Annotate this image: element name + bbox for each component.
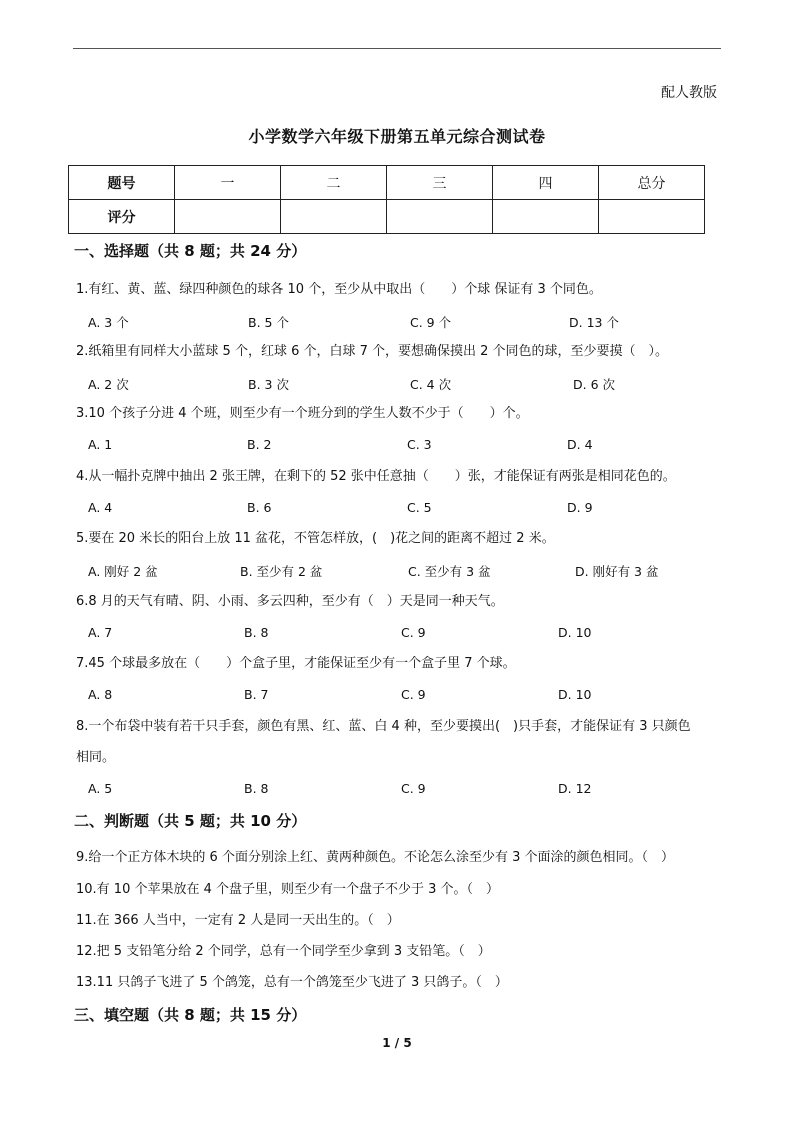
option: B. 2 (247, 437, 272, 452)
score-input-cell (599, 200, 705, 234)
question-text: 13.11 只鸽子飞进了 5 个鸽笼，总有一个鸽笼至少飞进了 3 只鸽子。（ ） (76, 975, 508, 990)
score-input-cell (387, 200, 493, 234)
option: C. 5 (407, 500, 432, 515)
score-table-header-row (69, 166, 705, 200)
score-input-cell (281, 200, 387, 234)
option: A. 2 次 (88, 377, 129, 392)
question-text: 1.有红、黄、蓝、绿四种颜色的球各 10 个，至少从中取出（ ）个球 保证有 3 个同色。 (76, 282, 602, 297)
question-text: 11.在 366 人当中，一定有 2 人是同一天出生的。（ ） (76, 913, 400, 928)
option: C. 至少有 3 盆 (408, 564, 491, 579)
option: D. 10 (558, 687, 592, 702)
question-text: 8.一个布袋中装有若干只手套，颜色有黑、红、蓝、白 4 种，至少要摸出( )只手套，才能保证有 3 只颜色 (76, 719, 691, 734)
option: D. 13 个 (569, 315, 619, 330)
option: D. 4 (567, 437, 593, 452)
option: D. 12 (558, 781, 592, 796)
option: B. 6 (247, 500, 272, 515)
section-heading-choice: 一、选择题（共 8 题；共 24 分） (74, 242, 307, 260)
edition-label: 配人教版 (661, 85, 717, 101)
option: B. 8 (244, 781, 269, 796)
score-cell: 四 (493, 166, 599, 200)
option: B. 3 次 (248, 377, 289, 392)
question-text: 12.把 5 支铅笔分给 2 个同学，总有一个同学至少拿到 3 支铅笔。（ ） (76, 944, 491, 959)
question-text: 6.8 月的天气有晴、阴、小雨、多云四种，至少有（ ）天是同一种天气。 (76, 594, 504, 609)
score-table (68, 165, 705, 234)
score-cell: 三 (387, 166, 493, 200)
option: A. 7 (88, 625, 113, 640)
section-heading-fill: 三、填空题（共 8 题；共 15 分） (74, 1006, 307, 1024)
score-cell: 题号 (69, 166, 175, 200)
page-number: 1 / 5 (382, 1036, 412, 1050)
page-title: 小学数学六年级下册第五单元综合测试卷 (248, 127, 546, 146)
question-text: 5.要在 20 米长的阳台上放 11 盆花，不管怎样放，( )花之间的距离不超过 2 米。 (76, 531, 555, 546)
option: B. 8 (244, 625, 269, 640)
score-cell: 评分 (69, 200, 175, 234)
question-text: 3.10 个孩子分进 4 个班，则至少有一个班分到的学生人数不少于（ ）个。 (76, 406, 529, 421)
question-text: 9.给一个正方体木块的 6 个面分别涂上红、黄两种颜色。不论怎么涂至少有 3 个面涂的颜色相同。（ ） (76, 850, 674, 865)
option: B. 至少有 2 盆 (240, 564, 323, 579)
option: A. 8 (88, 687, 113, 702)
question-text: 10.有 10 个苹果放在 4 个盘子里，则至少有一个盘子不少于 3 个。（ ） (76, 882, 500, 897)
option: D. 刚好有 3 盆 (575, 564, 659, 579)
question-text-continued: 相同。 (76, 750, 116, 765)
option: A. 刚好 2 盆 (88, 564, 158, 579)
score-input-cell (175, 200, 281, 234)
section-heading-judge: 二、判断题（共 5 题；共 10 分） (74, 812, 307, 830)
question-text: 2.纸箱里有同样大小蓝球 5 个，红球 6 个，白球 7 个，要想确保摸出 2 个同色的球，至少要摸（ ）。 (76, 344, 669, 359)
option: C. 3 (407, 437, 432, 452)
question-text: 4.从一幅扑克牌中抽出 2 张王牌，在剩下的 52 张中任意抽（ ）张，才能保证有两张是相同花色的。 (76, 469, 676, 484)
option: C. 9 (401, 625, 426, 640)
option: D. 6 次 (573, 377, 615, 392)
score-cell: 总分 (599, 166, 705, 200)
score-table-score-row (69, 200, 705, 234)
option: D. 10 (558, 625, 592, 640)
option: A. 3 个 (88, 315, 129, 330)
score-cell: 二 (281, 166, 387, 200)
option: B. 5 个 (248, 315, 289, 330)
option: C. 9 (401, 781, 426, 796)
option: A. 1 (88, 437, 113, 452)
option: B. 7 (244, 687, 269, 702)
option: C. 4 次 (410, 377, 452, 392)
option: A. 5 (88, 781, 113, 796)
option: A. 4 (88, 500, 113, 515)
option: D. 9 (567, 500, 593, 515)
header-rule (73, 48, 721, 49)
score-cell: 一 (175, 166, 281, 200)
score-input-cell (493, 200, 599, 234)
option: C. 9 (401, 687, 426, 702)
option: C. 9 个 (410, 315, 452, 330)
question-text: 7.45 个球最多放在（ ）个盒子里，才能保证至少有一个盒子里 7 个球。 (76, 656, 516, 671)
